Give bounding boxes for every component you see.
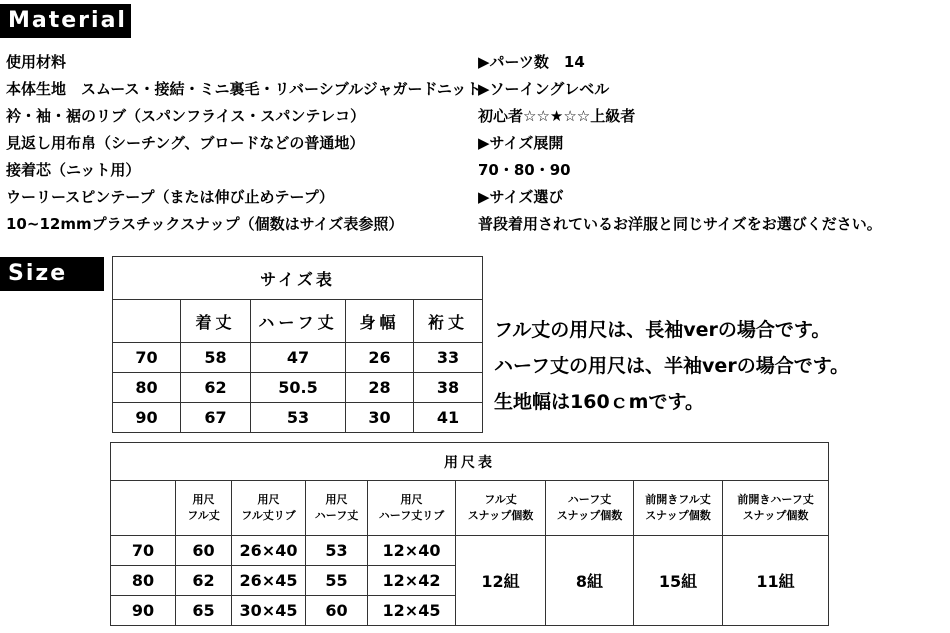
size-cell: 26 [346, 343, 414, 373]
yardage-col-header: フル丈 スナップ個数 [456, 481, 546, 536]
size-label: 90 [113, 403, 181, 433]
yardage-cell: 60 [176, 536, 232, 566]
yardage-table-title: 用尺表 [111, 443, 829, 481]
yardage-col-header: 前開きフル丈 スナップ個数 [634, 481, 723, 536]
yardage-col-header: 用尺 ハーフ丈 [306, 481, 368, 536]
size-label: 70 [113, 343, 181, 373]
size-col-header: 裄丈 [414, 300, 483, 343]
yardage-table-corner [111, 481, 176, 536]
yardage-cell: 62 [176, 566, 232, 596]
yardage-cell: 12×45 [368, 596, 456, 626]
size-table-corner [113, 300, 181, 343]
info-line: ▶ソーイングレベル [478, 80, 610, 98]
yardage-notes [494, 312, 849, 420]
size-col-header: 着丈 [181, 300, 251, 343]
yardage-cell: 53 [306, 536, 368, 566]
size-cell: 28 [346, 373, 414, 403]
snap-count-cell: 8組 [546, 536, 634, 626]
yardage-cell: 26×45 [232, 566, 306, 596]
size-cell: 41 [414, 403, 483, 433]
size-cell: 33 [414, 343, 483, 373]
yardage-cell: 55 [306, 566, 368, 596]
materials-line: 衿・袖・裾のリブ（スパンフライス・スパンテレコ） [6, 107, 366, 125]
size-label: 90 [111, 596, 176, 626]
note-line: ハーフ丈の用尺は、半袖verの場合です。 [494, 355, 850, 377]
yardage-col-header: 用尺 ハーフ丈リブ [368, 481, 456, 536]
info-line: ▶サイズ選び [478, 188, 564, 206]
materials-line: 10~12mmプラスチックスナップ（個数はサイズ表参照） [6, 215, 404, 233]
size-cell: 50.5 [251, 373, 346, 403]
size-cell: 62 [181, 373, 251, 403]
info-line: ▶サイズ展開 [478, 134, 564, 152]
note-line: 生地幅は160ｃmです。 [494, 391, 704, 413]
materials-list [6, 49, 481, 238]
size-cell: 30 [346, 403, 414, 433]
table-row [113, 373, 483, 403]
snap-count-cell: 11組 [723, 536, 829, 626]
table-row [111, 536, 829, 566]
yardage-cell: 12×42 [368, 566, 456, 596]
yardage-cell: 65 [176, 596, 232, 626]
size-cell: 53 [251, 403, 346, 433]
size-table [112, 256, 483, 433]
size-cell: 58 [181, 343, 251, 373]
size-cell: 38 [414, 373, 483, 403]
yardage-col-header: 用尺 フル丈リブ [232, 481, 306, 536]
info-line: 70・80・90 [478, 161, 571, 179]
size-cell: 47 [251, 343, 346, 373]
size-cell: 67 [181, 403, 251, 433]
table-row [113, 403, 483, 433]
size-label: 70 [111, 536, 176, 566]
yardage-cell: 12×40 [368, 536, 456, 566]
size-col-header: ハーフ丈 [251, 300, 346, 343]
yardage-col-header: 前開きハーフ丈 スナップ個数 [723, 481, 829, 536]
yardage-col-header: ハーフ丈 スナップ個数 [546, 481, 634, 536]
info-line: 初心者☆☆★☆☆上級者 [478, 107, 636, 125]
size-heading: Size [0, 257, 104, 291]
size-col-header: 身幅 [346, 300, 414, 343]
materials-line: ウーリースピンテープ（または伸び止めテープ） [6, 188, 334, 206]
material-heading: Material [0, 4, 131, 38]
materials-line: 本体生地 スムース・接結・ミニ裏毛・リバーシブルジャガードニット [6, 80, 482, 98]
size-label: 80 [113, 373, 181, 403]
size-table-title: サイズ表 [113, 257, 483, 300]
yardage-cell: 26×40 [232, 536, 306, 566]
size-label: 80 [111, 566, 176, 596]
yardage-table [110, 442, 829, 626]
yardage-cell: 30×45 [232, 596, 306, 626]
materials-line: 見返し用布帛（シーチング、ブロードなどの普通地） [6, 134, 365, 152]
table-row [113, 343, 483, 373]
info-line: 普段着用されているお洋服と同じサイズをお選びください。 [478, 215, 882, 233]
yardage-col-header: 用尺 フル丈 [176, 481, 232, 536]
snap-count-cell: 12組 [456, 536, 546, 626]
pattern-info [478, 49, 882, 238]
materials-line: 接着芯（ニット用） [6, 161, 141, 179]
yardage-cell: 60 [306, 596, 368, 626]
note-line: フル丈の用尺は、長袖verの場合です。 [494, 319, 831, 341]
info-line: ▶パーツ数 14 [478, 53, 585, 71]
materials-line: 使用材料 [6, 53, 67, 71]
snap-count-cell: 15組 [634, 536, 723, 626]
